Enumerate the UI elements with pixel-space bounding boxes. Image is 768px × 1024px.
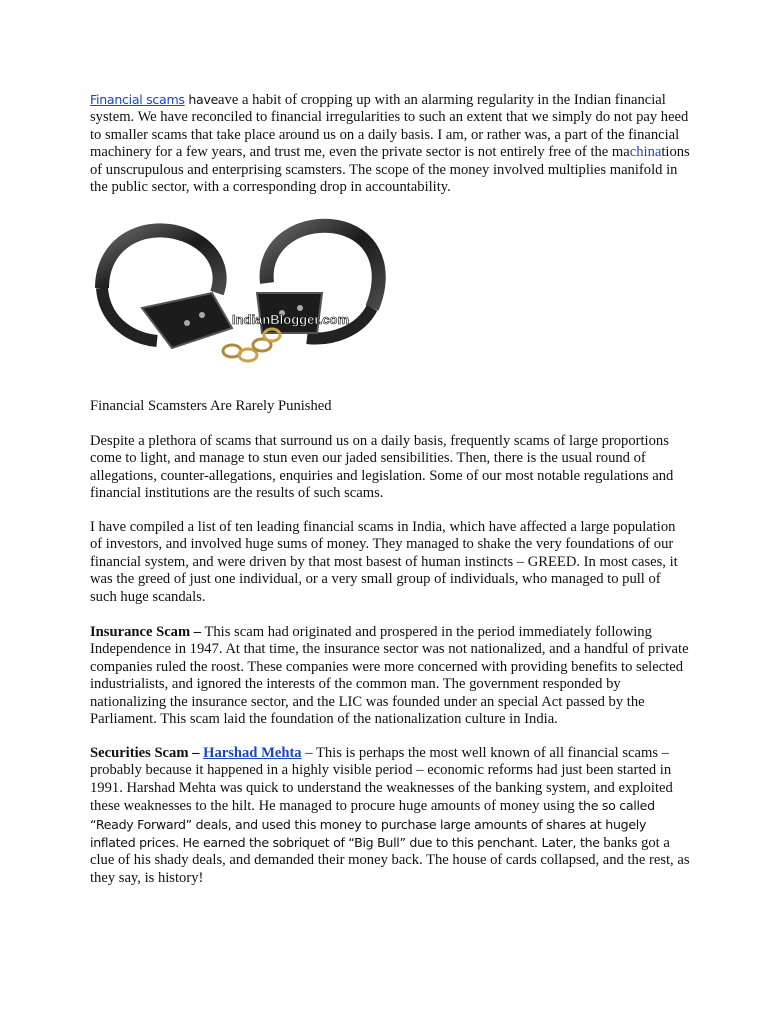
- intro-paragraph: [90, 91, 690, 196]
- section-heading: Financial Scamsters Are Rarely Punished: [90, 398, 332, 414]
- financial-scams-link[interactable]: Financial scams: [90, 92, 185, 107]
- securities-text-2: banks got a clue of his shady deals, and demanded their money back. The house of cards collapsed, and the rest, as they say, is history!: [90, 835, 690, 886]
- securities-scam-paragraph: [90, 745, 690, 887]
- insurance-scam-paragraph: [90, 624, 690, 728]
- intro-text-1: ave a habit of cropping up with an alarming regularity in the Indian financial system. We have reconciled to financial irregularities to such an extent that we simply do not pay heed to smaller scams that take place around us on a daily basis. I am, or rather was, a part of the financial machinery for a few years, and trust me, even the private sector is not entirely free of the ma: [90, 92, 689, 161]
- handcuffs-icon: [92, 213, 392, 383]
- paragraph-plethora: Despite a plethora of scams that surround us on a daily basis, frequently scams of large proportions come to light, and manage to stun even our jaded sensibilities. Then, there is the usual round of allegations, counter-allegations, enquiries and legislation. Some of our most notable regulations and financial institutions are the results of such scams.: [90, 433, 674, 502]
- insurance-scam-title: Insurance Scam –: [90, 624, 202, 640]
- securities-text-1: – This is perhaps the most well known of all financial scams – probably because it happened in a highly visible period – economic reforms had just been started in 1991. Harshad Mehta was quick to understand the weaknesses of the banking system, and exploited these weaknesses to the hilt. He managed to procure huge amounts of money using: [90, 745, 673, 815]
- securities-text-alt: the so called “Ready Forward” deals, and used this money to purchase large amounts of shares at hugely inflated prices. He earned the sobriquet of “Big Bull” due to this penchant. Later, the: [90, 798, 655, 851]
- machina-link[interactable]: china: [629, 144, 662, 161]
- handcuffs-image: [92, 213, 392, 383]
- harshad-mehta-link[interactable]: Harshad Mehta: [203, 745, 302, 761]
- paragraph-ten-scams: I have compiled a list of ten leading financial scams in India, which have affected a large population of investors, and involved huge sums of money. They managed to shake the very foundations of our financial system, and were driven by that most basest of human instincts – GREED. In most cases, it was the greed of just one individual, or a very small group of individuals, who managed to pull of such huge scandals.: [90, 519, 678, 605]
- securities-scam-title: Securities Scam –: [90, 745, 204, 761]
- indianblogger-watermark: IndianBlogger.com: [232, 312, 350, 327]
- intro-glitch-word: have: [188, 92, 219, 107]
- insurance-scam-text: This scam had originated and prospered in the period immediately following Independence in 1947. At that time, the insurance sector was not nationalized, and a handful of private companies ruled the roost. These companies were more concerned with providing benefits to selected industrialists, and ignored the interests of the common man. The government responded by nationalizing the insurance sector, and the LIC was founded under an special Act passed by the Parliament. This scam laid the foundation of the nationalization culture in India.: [90, 624, 689, 728]
- intro-text-2: tions of unscrupulous and enterprising scamsters. The scope of the money involved multiplies manifold in the public sector, with a corresponding drop in accountability.: [90, 144, 690, 196]
